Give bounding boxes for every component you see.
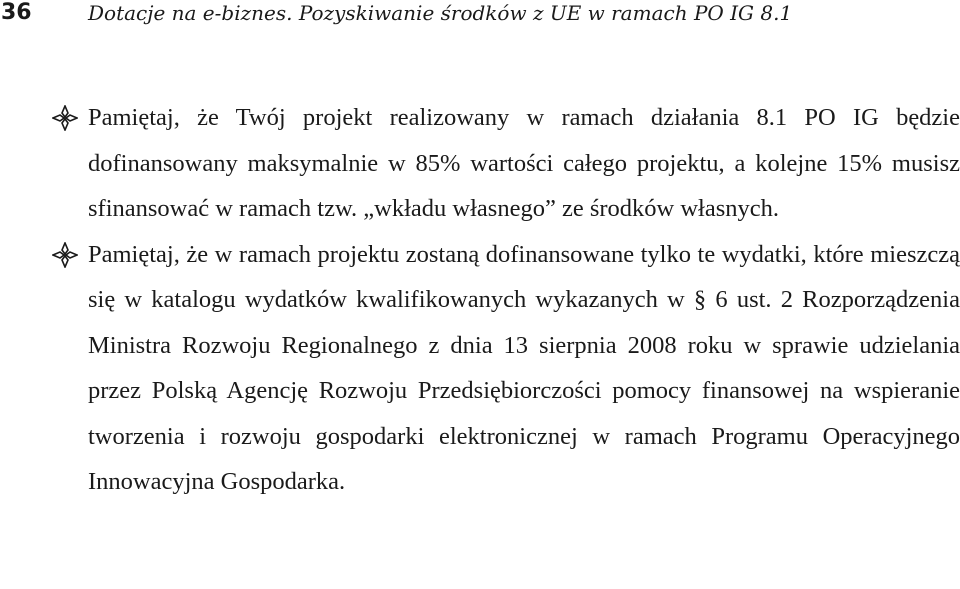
list-item [0,95,960,232]
bullet-list [0,95,960,505]
running-title: Dotacje na e-biznes. Pozyskiwanie środków z UE w ramach PO IG 8.1 [88,1,793,25]
four-diamond-star-icon [52,242,78,268]
list-item-text: Pamiętaj, że w ramach projektu zostaną dofinansowane tylko te wydatki, które mieszczą się w katalogu wydatków kwalifikowanych wykazanych w § 6 ust. 2 Rozporządzenia Ministra Rozwoju Regionalnego z dnia 13 sierpnia 2008 roku w sprawie udzielania przez Polską Agencję Rozwoju Przedsiębiorczości pomocy finansowej na wspieranie tworzenia i rozwoju gospodarki elektronicznej w ramach Programu Operacyjnego Innowacyjna Gospodarka. [88,240,960,495]
page-number: 36 [1,0,32,25]
list-item-text: Pamiętaj, że Twój projekt realizowany w ramach działania 8.1 PO IG będzie dofinansowany maksymalnie w 85% wartości całego projektu, a kolejne 15% musisz sfinansować w ramach tzw. „wkładu własnego” ze środków własnych. [88,104,960,222]
page-header [0,0,960,30]
four-diamond-star-icon [52,105,78,131]
list-item [0,232,960,505]
